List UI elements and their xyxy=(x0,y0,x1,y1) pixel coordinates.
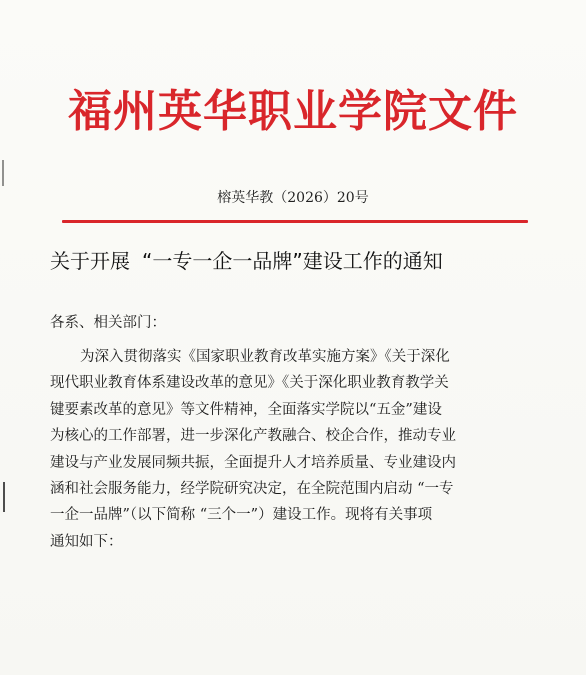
body-line: 为深入贯彻落实《国家职业教育改革实施方案》《关于深化 xyxy=(80,349,450,365)
body-line: 现代职业教育体系建设改革的意见》《关于深化职业教育教学关 xyxy=(50,375,449,392)
notice-title xyxy=(50,246,550,276)
document-number: 榕英华教（2026）20号 xyxy=(217,190,369,206)
scan-edge-mark xyxy=(2,160,4,186)
scan-edge-mark xyxy=(3,482,5,512)
body-line: 键要素改革的意见》等文件精神，全面落实学院以“五金”建设 xyxy=(50,401,442,418)
addressee: 各系、相关部门： xyxy=(50,315,166,331)
notice-title-rest: “一专一企一品牌”建设工作的通知 xyxy=(142,249,443,273)
body-line: 一企一品牌”（以下简称 “三个一”）建设工作。现将有关事项 xyxy=(50,507,433,524)
notice-title-prefix: 关于开展 xyxy=(50,249,130,273)
body-line: 建设与产业发展同频共振，全面提升人才培养质量、专业建设内 xyxy=(50,454,456,471)
body-text xyxy=(50,344,540,555)
body-line: 涵和社会服务能力，经学院研究决定，在全院范围内启动 “一专 xyxy=(50,480,454,497)
document-header-title: 福州英华职业学院文件 xyxy=(68,86,518,137)
header-divider xyxy=(62,220,528,223)
body-line: 通知如下： xyxy=(50,533,123,550)
body-line: 为核心的工作部署，进一步深化产教融合、校企合作，推动专业 xyxy=(50,428,456,445)
